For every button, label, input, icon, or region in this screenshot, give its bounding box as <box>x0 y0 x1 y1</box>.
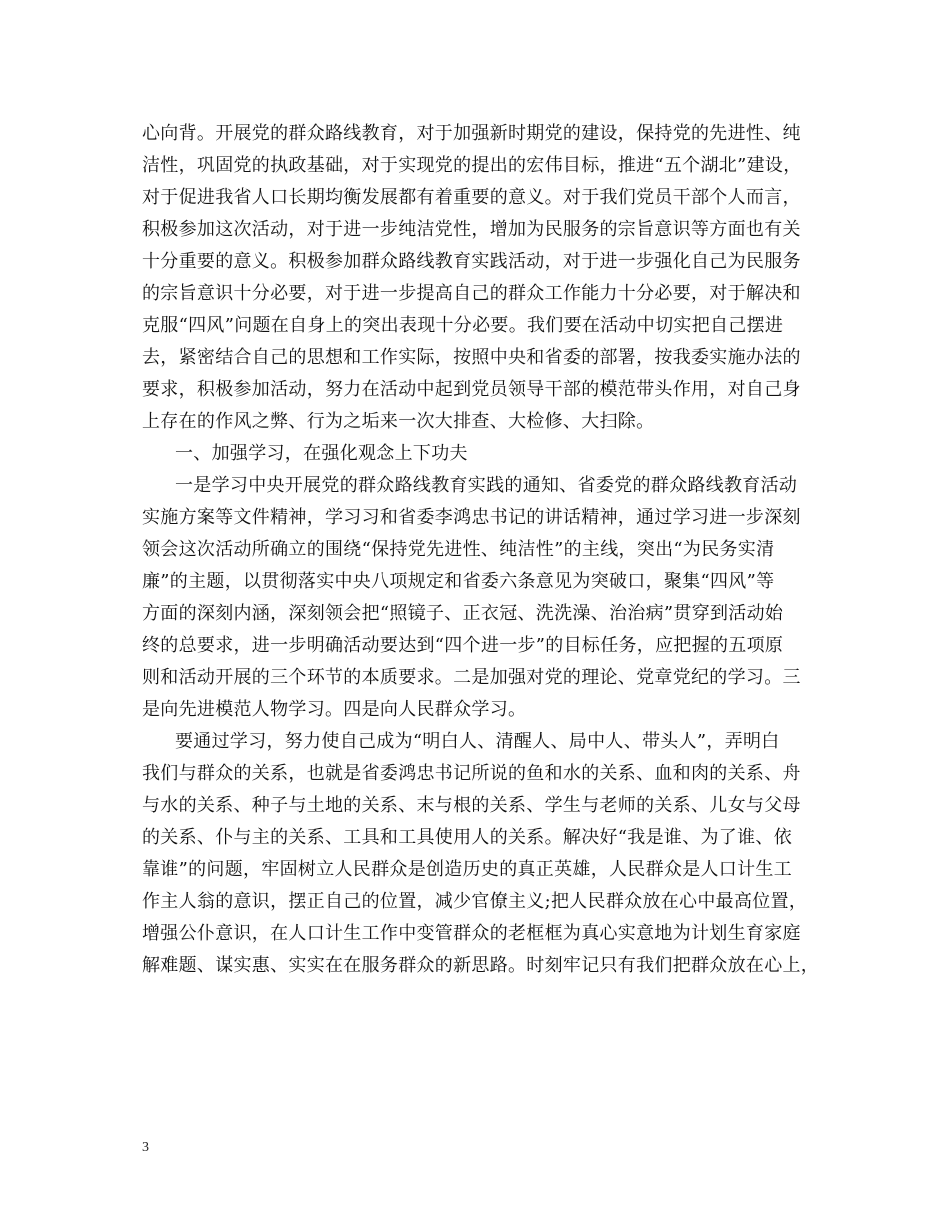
text-line: 心向背。开展党的群众路线教育，对于加强新时期党的建设，保持党的先进性、纯 <box>142 123 801 144</box>
text-line: 的宗旨意识十分必要，对于进一步提高自己的群众工作能力十分必要，对于解决和 <box>142 283 801 304</box>
text-line: 则和活动开展的三个环节的本质要求。二是加强对党的理论、党章党纪的学习。三 <box>142 667 801 688</box>
text-line: 靠谁”的问题，牢固树立人民群众是创造历史的真正英雄，人民群众是人口计生工 <box>142 859 792 880</box>
text-line: 实施方案等文件精神，学习习和省委李鸿忠书记的讲话精神，通过学习进一步深刻 <box>142 507 801 528</box>
text-line: 廉”的主题，以贯彻落实中央八项规定和省委六条意见为突破口，聚集“四风”等 <box>142 571 775 592</box>
text-line: 洁性，巩固党的执政基础，对于实现党的提出的宏伟目标，推进“五个湖北”建设， <box>142 155 802 176</box>
text-line: 方面的深刻内涵，深刻领会把“照镜子、正衣冠、洗洗澡、治治病”贯穿到活动始 <box>142 603 784 624</box>
text-line: 与水的关系、种子与土地的关系、末与根的关系、学生与老师的关系、儿女与父母 <box>142 795 801 816</box>
text-line: 终的总要求，进一步明确活动要达到“四个进一步”的目标任务，应把握的五项原 <box>142 635 784 656</box>
text-line: 领会这次活动所确立的围绕“保持党先进性、纯洁性”的主线，突出“为民务实清 <box>142 539 775 560</box>
text-line: 解难题、谋实惠、实实在在服务群众的新思路。时刻牢记只有我们把群众放在心上， <box>142 955 820 976</box>
text-line: 的关系、仆与主的关系、工具和工具使用人的关系。解决好“我是谁、为了谁、依 <box>142 827 792 848</box>
text-line: 积极参加这次活动，对于进一步纯洁党性，增加为民服务的宗旨意识等方面也有关 <box>142 219 801 240</box>
text-line: 对于促进我省人口长期均衡发展都有着重要的意义。对于我们党员干部个人而言， <box>142 187 801 208</box>
text-line: 增强公仆意识，在人口计生工作中变管群众的老框框为真心实意地为计划生育家庭 <box>142 923 801 944</box>
text-line: 是向先进模范人物学习。四是向人民群众学习。 <box>142 699 527 720</box>
text-line: 十分重要的意义。积极参加群众路线教育实践活动，对于进一步强化自己为民服务 <box>142 251 801 272</box>
text-line: 克服“四风”问题在自身上的突出表现十分必要。我们要在活动中切实把自己摆进 <box>142 315 784 336</box>
text-line: 一是学习中央开展党的群众路线教育实践的通知、省委党的群众路线教育活动 <box>175 475 798 496</box>
text-line: 我们与群众的关系，也就是省委鸿忠书记所说的鱼和水的关系、血和肉的关系、舟 <box>142 763 801 784</box>
text-line: 一、加强学习，在强化观念上下功夫 <box>175 443 468 464</box>
text-line: 上存在的作风之弊、行为之垢来一次大排查、大检修、大扫除。 <box>142 411 655 432</box>
page-number: 3 <box>142 1140 149 1155</box>
text-line: 要求，积极参加活动，努力在活动中起到党员领导干部的模范带头作用，对自己身 <box>142 379 801 400</box>
text-line: 作主人翁的意识，摆正自己的位置，减少官僚主义;把人民群众放在心中最高位置， <box>142 891 808 912</box>
text-line: 去，紧密结合自己的思想和工作实际，按照中央和省委的部署，按我委实施办法的 <box>142 347 801 368</box>
text-line: 要通过学习，努力使自己成为“明白人、清醒人、局中人、带头人”，弄明白 <box>175 731 780 752</box>
